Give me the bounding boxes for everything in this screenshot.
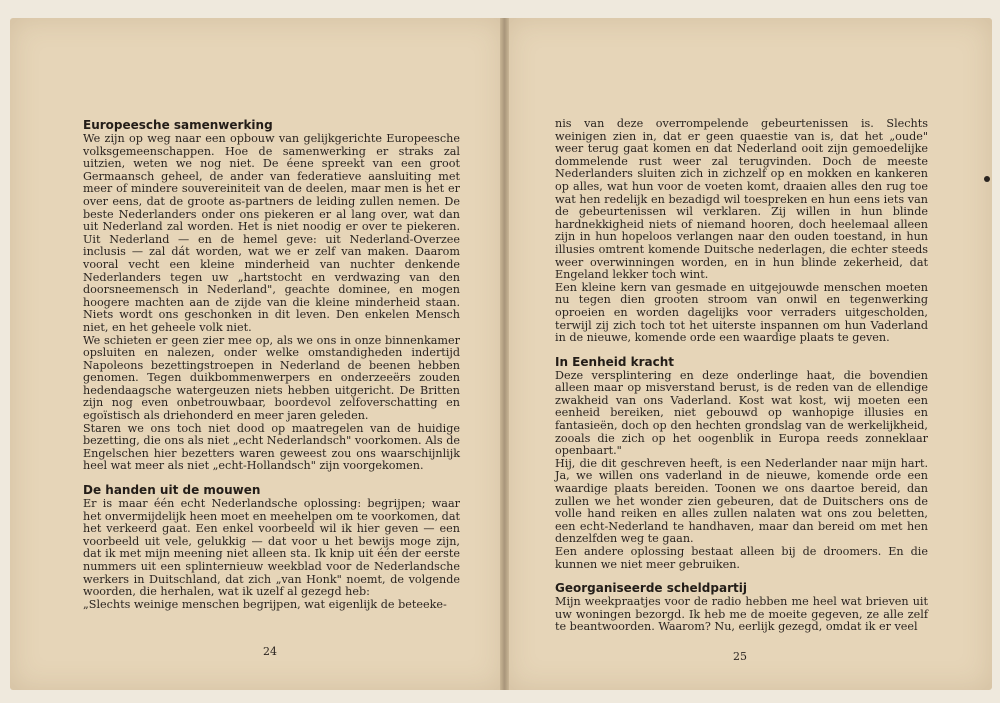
paragraph: We schieten er geen zier mee op, als we ons in onze binnenkamer opsluiten en nalezen, onder welke omstandigheden indertijd Napoleons bezettingstroepen in Nederland de beenen hebben genomen. Tegen duikbommenwerpers en onderzeeërs zouden hedendaagsche watergeuzen niets hebben uitgericht. De Britten zijn nog even onbetrouwbaar, boordevol zelfoverschatting en egoïstisch als driehonderd en meer jaren geleden.	[83, 333, 460, 423]
page-number: 24	[263, 645, 277, 658]
paragraph: Er is maar één echt Nederlandsche oplossing: begrijpen; waar het onvermijdelijk heen moet en meehelpen om te voorkomen, dat het verkeerd gaat. Een enkel voorbeeld wil ik hier geven — een voorbeeld uit vele, gelukkig — dat voor u het bewijs moge zijn, dat ik met mijn meening niet alleen sta. Ik knip uit één der eerste nummers uit een splinternieuw weekblad voor de Nederlandsche werkers in Duitschland, dat zich „van Honk" noemt, de volgende woorden, die herhalen, wat ik uzelf al gezegd heb:	[83, 497, 461, 599]
paragraph: nis van deze overrompelende gebeurtenissen is. Slechts weinigen zien in, dat er geen quaestie van is, dat het „oude" weer terug gaat komen en dat Nederland ooit zijn gemoedelijke dommelende rust weer zal terugvinden. Doch de meeste Nederlanders sluiten zich in zichzelf op en mokken en kankeren op alles, wat hun voor de voeten komt, draaien alles den rug toe wat hen redelijk en bezadigd wil toespreken en hun eens iets van de gebeurtenissen wil verklaren. Zij willen in hun blinde hardnekkigheid niets of niemand hooren, doch heelemaal alleen zijn in hun hopeloos verlangen naar den ouden toestand, in hun illusies omtrent komende Duitsche nederlagen, die echter steeds weer overwinningen worden, en in hun blinde zekerheid, dat Engeland lekker toch wint.	[555, 117, 928, 282]
section-heading: In Eenheid kracht	[555, 354, 675, 369]
section-heading: De handen uit de mouwen	[83, 483, 261, 498]
section-heading: Europeesche samenwerking	[83, 118, 273, 132]
ink-dot	[984, 176, 990, 182]
page-number: 25	[733, 650, 747, 663]
left-page-text	[83, 118, 460, 611]
paragraph: We zijn op weg naar een opbouw van gelijkgerichte Europeesche volksgemeenschappen. Hoe de samenwerking er straks zal uitzien, weten we nog niet. De éene spreekt van een groot Germaansch geheel, de ander van federatieve aansluiting met meer of mindere souvereiniteit van de deelen, maar men is het er over eens, dat de groote as-partners de leiding zullen nemen. De beste Nederlanders onder ons piekeren er al lang over, wat dan uit Nederland zal worden. Het is niet noodig er over te piekeren. Uit Nederland — en de hemel geve: uit Nederland-Overzee inclusis — zal dát worden, wat we er zelf van maken. Daarom vooral vecht een kleine minderheid van nuchter denkende Nederlanders tegen uw „hartstocht en verdwazing van den doorsneemensch in Nederland", geachte dominee, en mogen hoogere machten aan de zijde van die kleine minderheid staan. Niets wordt ons geschonken in dit leven. Den enkelen Mensch niet, en het geheele volk niet.	[83, 132, 460, 334]
section-heading: Georganiseerde scheldpartij	[555, 581, 747, 596]
paragraph: „Slechts weinige menschen begrijpen, wat eigenlijk de beteeke-	[83, 597, 447, 611]
paragraph: Mijn weekpraatjes voor de radio hebben me heel wat brieven uit uw woningen bezorgd. Ik heb me de moeite gegeven, ze alle zelf te beantwoorden. Waarom? Nu, eerlijk gezegd, omdat ik er veel	[555, 595, 928, 634]
paragraph: Een kleine kern van gesmade en uitgejouwde menschen moeten nu tegen dien grooten stroom van onwil en tegenwerking oproeien en worden dagelijks voor verraders uitgescholden, terwijl zij zich toch tot het uiterste inspannen om hun Vaderland in de nieuwe, komende orde een waardige plaats te geven.	[555, 280, 928, 345]
right-page-text	[555, 118, 928, 634]
paragraph: Een andere oplossing bestaat alleen bij de droomers. En die kunnen we niet meer gebruiken.	[555, 545, 928, 571]
paragraph: Staren we ons toch niet dood op maatregelen van de huidige bezetting, die ons als niet „echt Nederlandsch" voorkomen. Als de Engelschen hier bezetters waren geweest zou ons waarschijnlijk heel wat meer als niet „echt-Hollandsch" zijn voorgekomen.	[83, 421, 460, 473]
paragraph: Deze versplintering en deze onderlinge haat, die bovendien alleen maar op misverstand berust, is de reden van de ellendige zwakheid van ons Vaderland. Kost wat kost, wij moeten een eenheid bereiken, niet gebouwd op wanhopige illusies en fantasieën, doch op den hechten grondslag van de werkelijkheid, zooals die zich op het oogenblik in Europa reeds zonneklaar openbaart."	[555, 368, 928, 458]
paragraph: Hij, die dit geschreven heeft, is een Nederlander naar mijn hart. Ja, we willen ons vaderland in de nieuwe, komende orde een waardige plaats bereiden. Toonen we ons daartoe bereid, dan zullen we het wonder zien gebeuren, dat de Duitschers ons de volle hand reiken en alles zullen nalaten wat ons zou beletten, een echt-Nederland te handhaven, maar dan bereid om met hen denzelfden weg te gaan.	[555, 456, 928, 546]
book-gutter	[500, 18, 509, 690]
